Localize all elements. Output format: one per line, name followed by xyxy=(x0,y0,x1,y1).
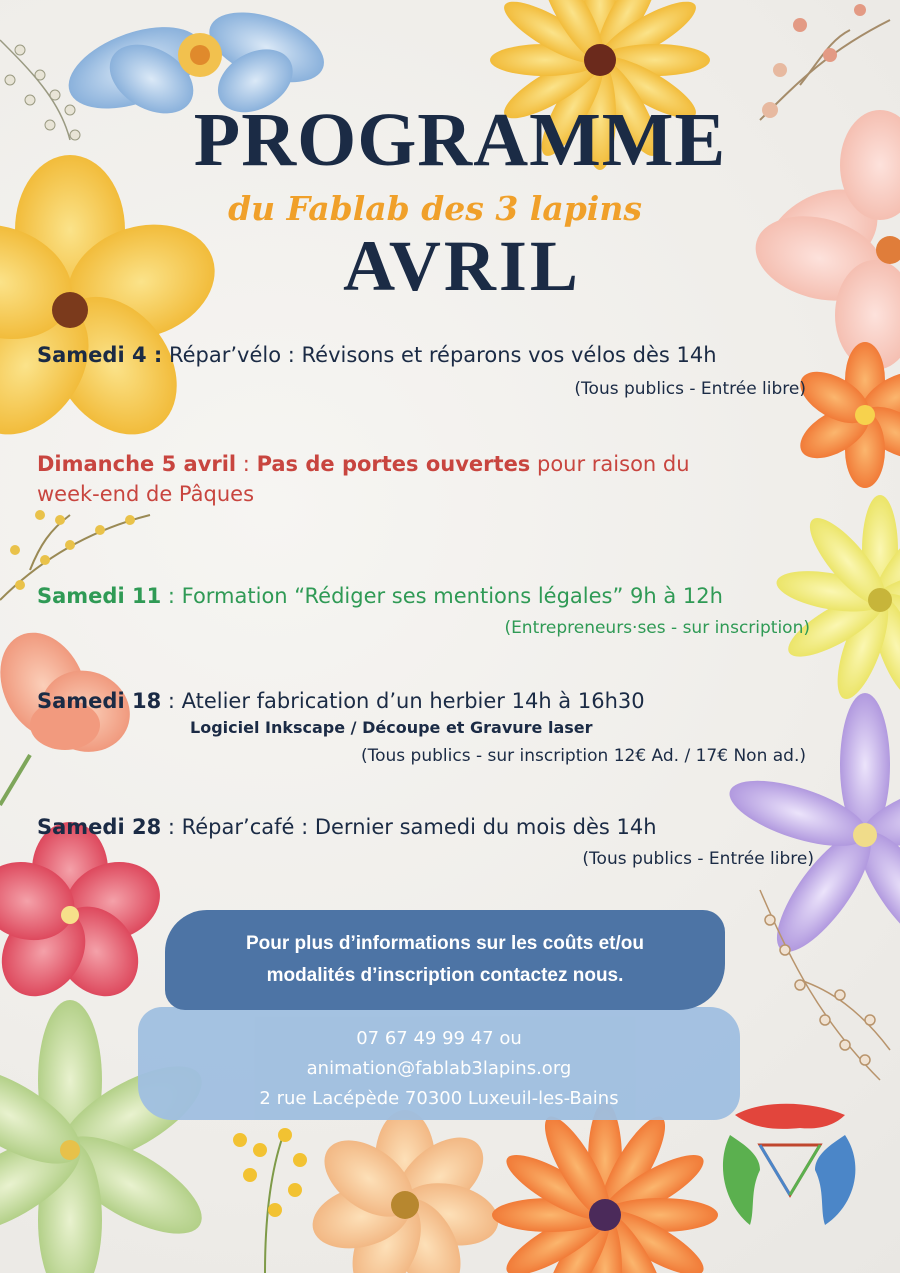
contact-email[interactable]: animation@fablab3lapins.org xyxy=(306,1057,572,1079)
event-note: (Entrepreneurs·ses - sur inscription) xyxy=(504,618,810,638)
flower-icon xyxy=(760,4,890,120)
info-line-1: Pour plus d’informations sur les coûts et/ou xyxy=(246,933,644,954)
event-day: Samedi 18 xyxy=(37,689,162,713)
event-dimanche-5 xyxy=(37,449,837,509)
event-samedi-28 xyxy=(37,812,837,842)
event-samedi-4 xyxy=(37,340,837,370)
contact-box xyxy=(138,1007,740,1120)
event-text: pour raison du xyxy=(530,452,690,476)
event-samedi-18 xyxy=(37,686,837,716)
event-text: : Atelier fabrication d’un herbier 14h à 16h30 xyxy=(161,689,645,713)
event-day: Samedi 28 xyxy=(37,815,162,839)
event-text: : Répar’café : Dernier samedi du mois dès 14h xyxy=(161,815,657,839)
info-box xyxy=(165,910,725,1010)
event-highlight: Pas de portes ouvertes xyxy=(256,452,531,476)
contact-phone[interactable]: 07 67 49 99 47 ou xyxy=(356,1027,522,1049)
flower-icon xyxy=(746,110,900,370)
flower-icon xyxy=(305,1110,504,1273)
title-block xyxy=(190,40,730,310)
page-title: PROGRAMME xyxy=(193,98,727,182)
rabbits-logo-icon xyxy=(723,1104,855,1225)
flower-icon xyxy=(233,1128,307,1273)
event-text: : Formation “Rédiger ses mentions légales” 9h à 12h xyxy=(161,584,723,608)
event-day: Dimanche 5 avril xyxy=(37,452,237,476)
event-note: (Tous publics - sur inscription 12€ Ad. / 17€ Non ad.) xyxy=(360,746,806,766)
contact-address: 2 rue Lacépède 70300 Luxeuil-les-Bains xyxy=(259,1087,619,1109)
page-subtitle: du Fablab des 3 lapins xyxy=(228,189,642,228)
event-note: (Tous publics - Entrée libre) xyxy=(582,849,814,869)
event-note: (Tous publics - Entrée libre) xyxy=(574,379,806,399)
event-text-continued: week-end de Pâques xyxy=(37,482,255,506)
flower-icon xyxy=(492,1102,718,1273)
event-day: Samedi 4 : xyxy=(37,343,163,367)
event-day: Samedi 11 xyxy=(37,584,162,608)
info-line-2: modalités d’inscription contactez nous. xyxy=(266,965,624,986)
flower-icon xyxy=(0,822,170,1013)
event-text: Répar’vélo : Révisons et réparons vos vélos dès 14h xyxy=(162,343,717,367)
event-separator: : xyxy=(236,452,257,476)
month-title: AVRIL xyxy=(343,226,581,306)
flower-icon xyxy=(0,40,80,140)
event-samedi-11 xyxy=(37,581,837,611)
event-subtitle: Logiciel Inkscape / Découpe et Gravure laser xyxy=(190,718,593,737)
